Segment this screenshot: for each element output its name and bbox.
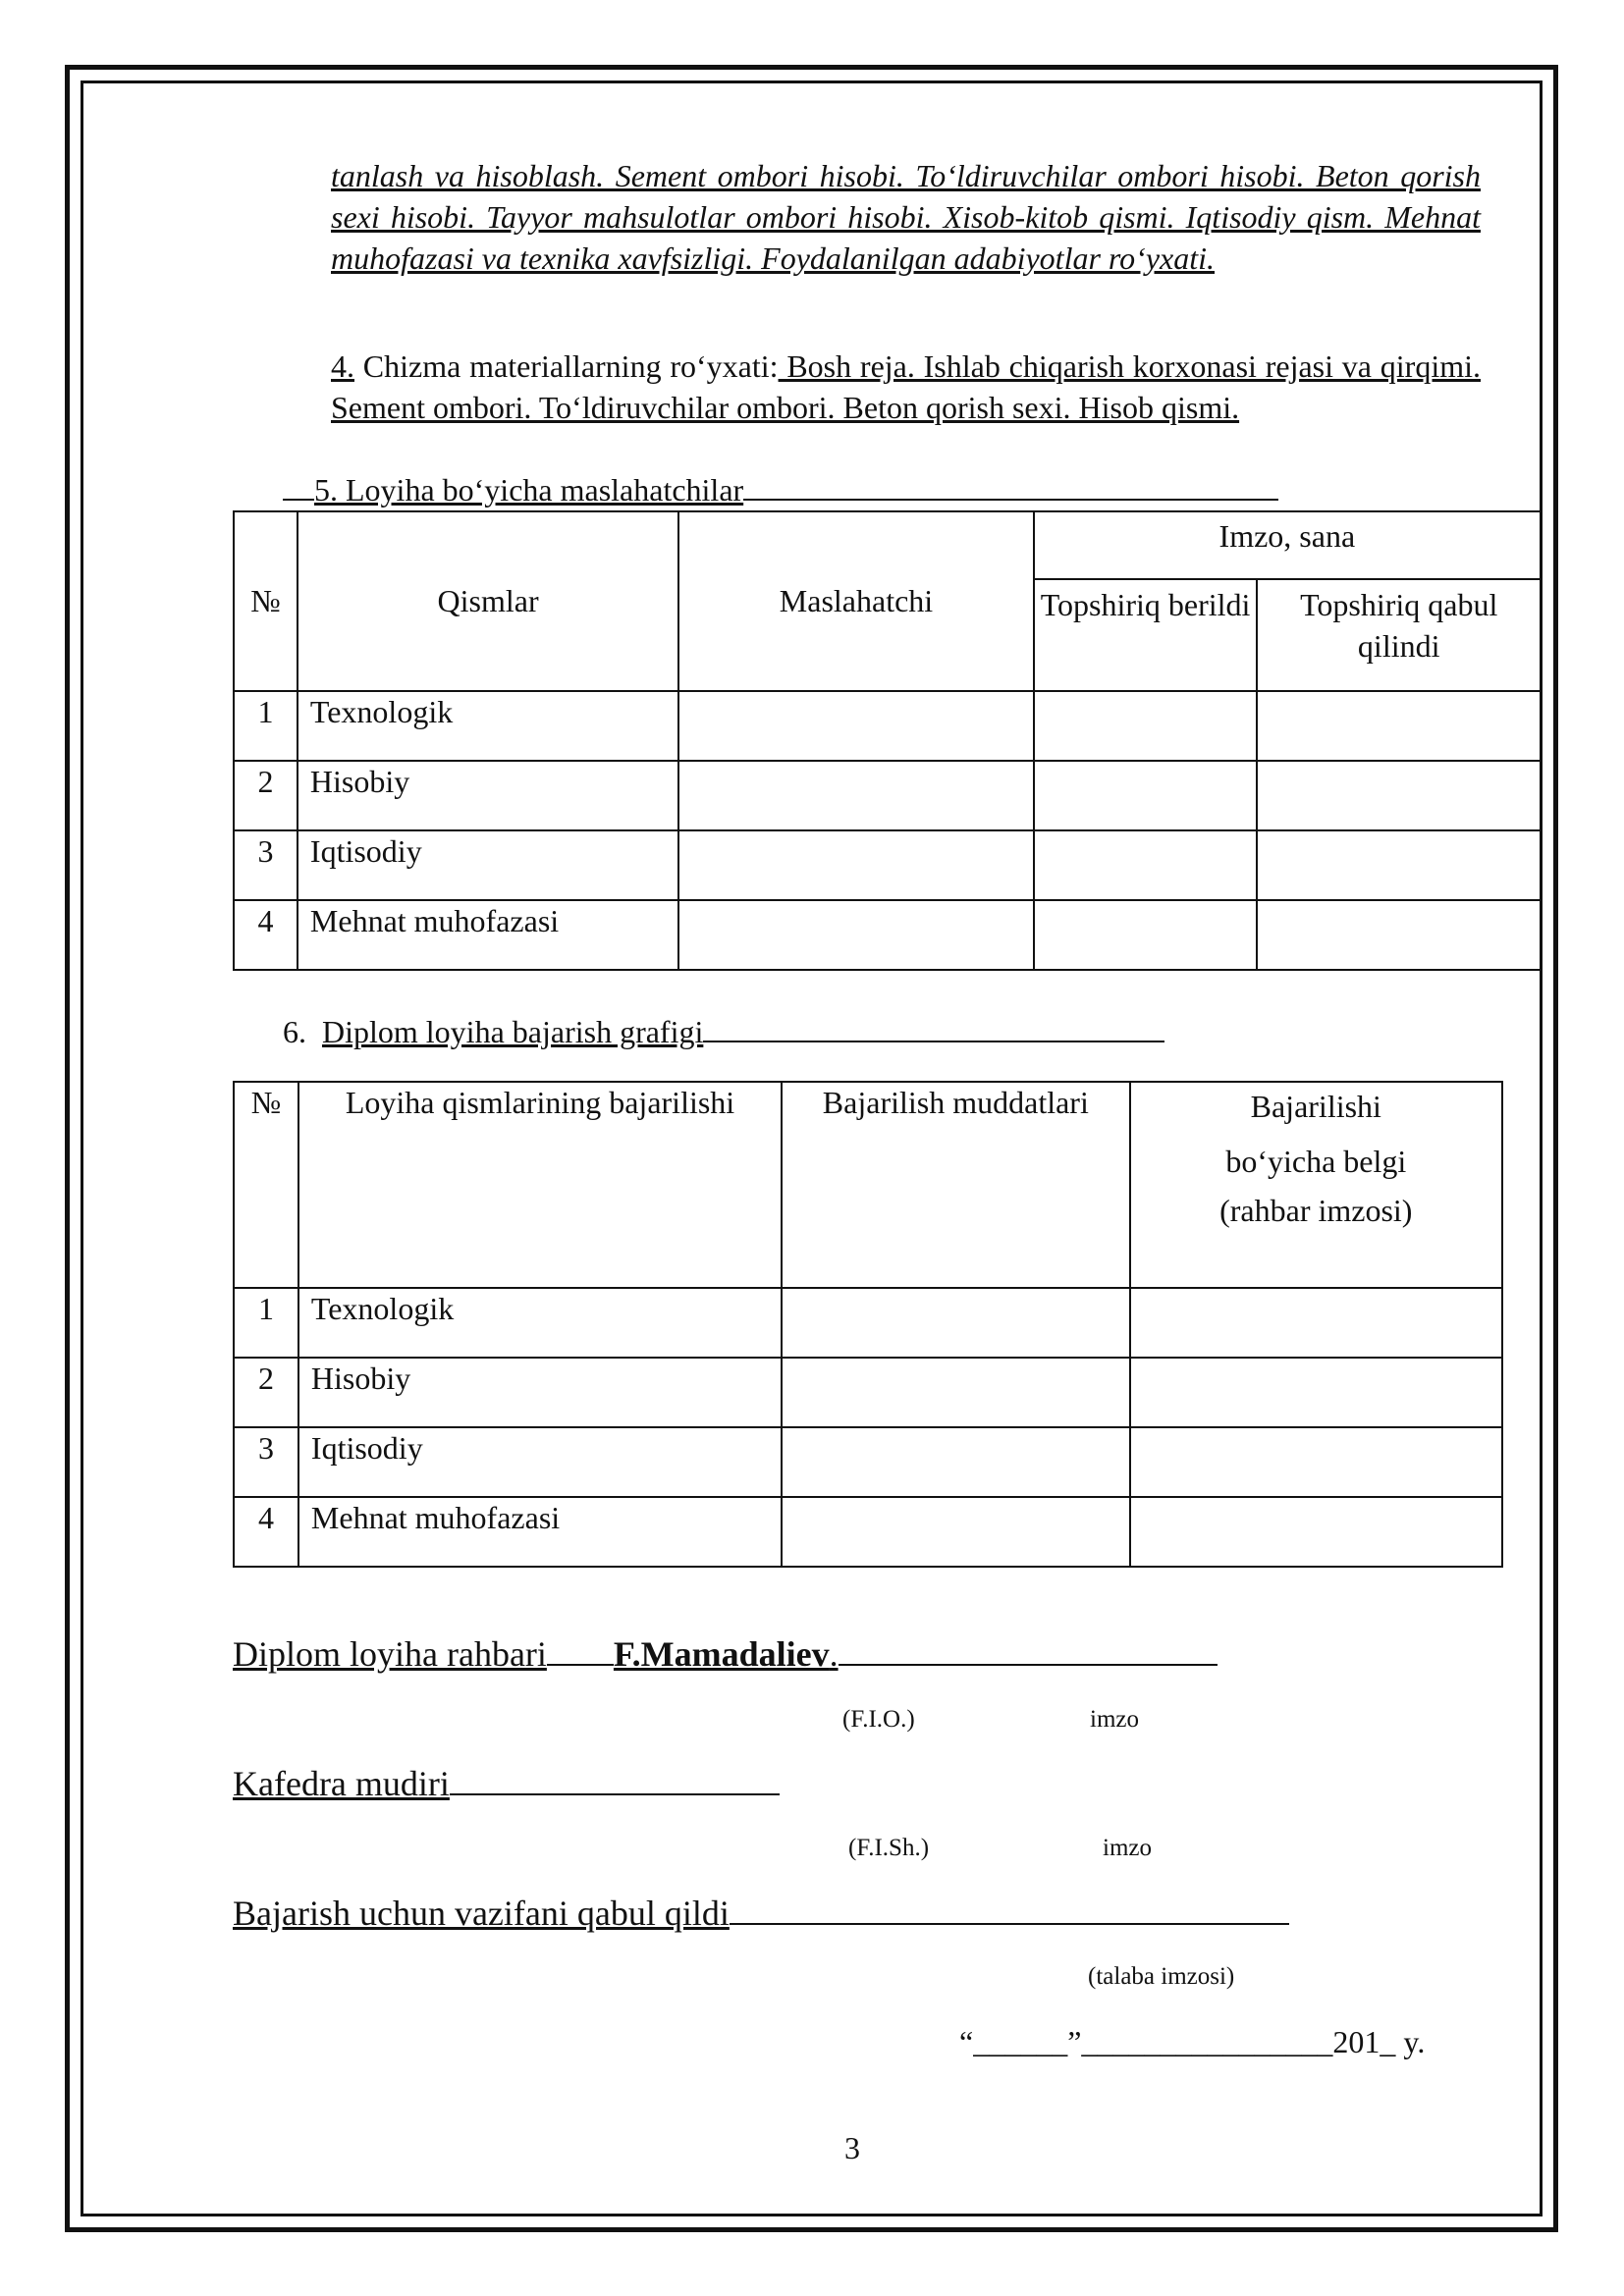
date-line: “______”________________201_ y. xyxy=(959,2024,1426,2059)
table2-row2-deadline xyxy=(782,1358,1129,1427)
supervisor-sign-line xyxy=(839,1664,1218,1666)
table1-row4-accepted xyxy=(1257,900,1541,970)
table1-row4-part: Mehnat muhofazasi xyxy=(298,900,678,970)
schedule-fill-line xyxy=(703,1041,1164,1042)
table2-header-mark xyxy=(1130,1082,1502,1288)
item5-title: 5. Loyiha bo‘yicha maslahatchilar xyxy=(314,472,744,507)
table2-header-execution: Loyiha qismlarining bajarilishi xyxy=(298,1082,782,1288)
item4-label: Chizma materiallarning ro‘yxati: xyxy=(354,348,779,384)
fio-caption: (F.I.O.) xyxy=(842,1706,915,1733)
table2-row3-part: Iqtisodiy xyxy=(298,1427,782,1497)
table2-row1-mark xyxy=(1130,1288,1502,1358)
item6-number: 6. xyxy=(283,1014,306,1049)
heading-fill-line xyxy=(743,499,1278,501)
table1-row1-given xyxy=(1034,691,1258,761)
table2-row1-num: 1 xyxy=(234,1288,298,1358)
table1-row1-consultant xyxy=(678,691,1033,761)
table2-header-mark-line1: Bajarilishi xyxy=(1250,1089,1381,1124)
table1-row4-given xyxy=(1034,900,1258,970)
table2-row4-deadline xyxy=(782,1497,1129,1567)
item6-title: Diplom loyiha bajarish grafigi xyxy=(322,1014,704,1049)
imzo-caption-2: imzo xyxy=(1103,1835,1152,1861)
table1-row3-accepted xyxy=(1257,830,1541,900)
table1-row3-consultant xyxy=(678,830,1033,900)
table2-header-mark-line2: bo‘yicha belgi xyxy=(1225,1144,1407,1179)
table1-row1-num: 1 xyxy=(234,691,298,761)
department-head-signature-line xyxy=(233,1762,780,1805)
table1-row4-consultant xyxy=(678,900,1033,970)
table2-row4-part: Mehnat muhofazasi xyxy=(298,1497,782,1567)
table2-row3-deadline xyxy=(782,1427,1129,1497)
table2-row2-part: Hisobiy xyxy=(298,1358,782,1427)
table2-row1-deadline xyxy=(782,1288,1129,1358)
schedule-heading xyxy=(283,1011,1164,1052)
table1-header-num: № xyxy=(234,511,298,691)
student-caption: (talaba imzosi) xyxy=(1088,1963,1235,1990)
student-sign-line xyxy=(730,1923,1289,1925)
department-head-label: Kafedra mudiri xyxy=(233,1764,450,1803)
table1-header-sign-date: Imzo, sana xyxy=(1034,511,1541,579)
item4-text: Bosh reja. Ishlab chiqarish korxonasi rejasi va qirqimi. Sement ombori. To‘ldiruvchilar ombori. Beton qorish sexi. Hisob qismi. xyxy=(331,348,1482,425)
table1-header-consultant: Maslahatchi xyxy=(678,511,1033,691)
table1-row1-accepted xyxy=(1257,691,1541,761)
table2-row3-mark xyxy=(1130,1427,1502,1497)
supervisor-signature-line xyxy=(233,1632,1218,1676)
table2-header-deadlines: Bajarilish muddatlari xyxy=(782,1082,1129,1288)
table1-row2-consultant xyxy=(678,761,1033,830)
table1-row3-num: 3 xyxy=(234,830,298,900)
table1-header-given: Topshiriq berildi xyxy=(1034,579,1258,691)
supervisor-label: Diplom loyiha rahbari xyxy=(233,1634,547,1674)
student-label: Bajarish uchun vazifani qabul qildi xyxy=(233,1894,730,1933)
table2-row2-num: 2 xyxy=(234,1358,298,1427)
fish-caption: (F.I.Sh.) xyxy=(848,1835,930,1861)
consultants-table xyxy=(233,510,1542,971)
table-row xyxy=(234,1288,1502,1358)
table-row xyxy=(234,691,1541,761)
table1-row2-given xyxy=(1034,761,1258,830)
table2-row3-num: 3 xyxy=(234,1427,298,1497)
drawing-materials-list xyxy=(331,346,1481,428)
supervisor-gap-line xyxy=(547,1664,614,1666)
table2-row2-mark xyxy=(1130,1358,1502,1427)
table2-row4-mark xyxy=(1130,1497,1502,1567)
table-row xyxy=(234,1358,1502,1427)
table-row xyxy=(234,1427,1502,1497)
table-row xyxy=(234,1497,1502,1567)
imzo-caption: imzo xyxy=(1090,1706,1139,1733)
table-row xyxy=(234,761,1541,830)
department-head-sign-line xyxy=(450,1793,780,1795)
table1-row3-part: Iqtisodiy xyxy=(298,830,678,900)
page-number: 3 xyxy=(844,2130,860,2165)
table1-row1-part: Texnologik xyxy=(298,691,678,761)
table1-header-parts: Qismlar xyxy=(298,511,678,691)
table1-row2-accepted xyxy=(1257,761,1541,830)
table1-row2-part: Hisobiy xyxy=(298,761,678,830)
heading-lead-line xyxy=(283,499,314,501)
table2-header-num: № xyxy=(234,1082,298,1288)
consultants-heading xyxy=(283,469,1278,510)
table2-row4-num: 4 xyxy=(234,1497,298,1567)
student-signature-line xyxy=(233,1892,1289,1935)
table1-row4-num: 4 xyxy=(234,900,298,970)
table2-row1-part: Texnologik xyxy=(298,1288,782,1358)
table1-row3-given xyxy=(1034,830,1258,900)
schedule-table xyxy=(233,1081,1503,1568)
intro-paragraph: tanlash va hisoblash. Sement ombori hisobi. To‘ldiruvchilar ombori hisobi. Beton qorish sexi hisobi. Tayyor mahsulotlar ombori hisobi. Xisob-kitob qismi. Iqtisodiy qism. Mehnat muhofazasi va texnika xavfsizligi. Foydalanilgan adabiyotlar ro‘yxati. xyxy=(331,158,1481,276)
table1-row2-num: 2 xyxy=(234,761,298,830)
supervisor-name: F.Mamadaliev xyxy=(613,1634,830,1674)
table2-header-mark-line3: (rahbar imzosi) xyxy=(1219,1193,1413,1228)
item4-number: 4. xyxy=(331,348,354,384)
table-row xyxy=(234,830,1541,900)
table-row xyxy=(234,900,1541,970)
table1-header-accepted: Topshiriq qabul qilindi xyxy=(1257,579,1541,691)
supervisor-dot: . xyxy=(829,1634,839,1674)
